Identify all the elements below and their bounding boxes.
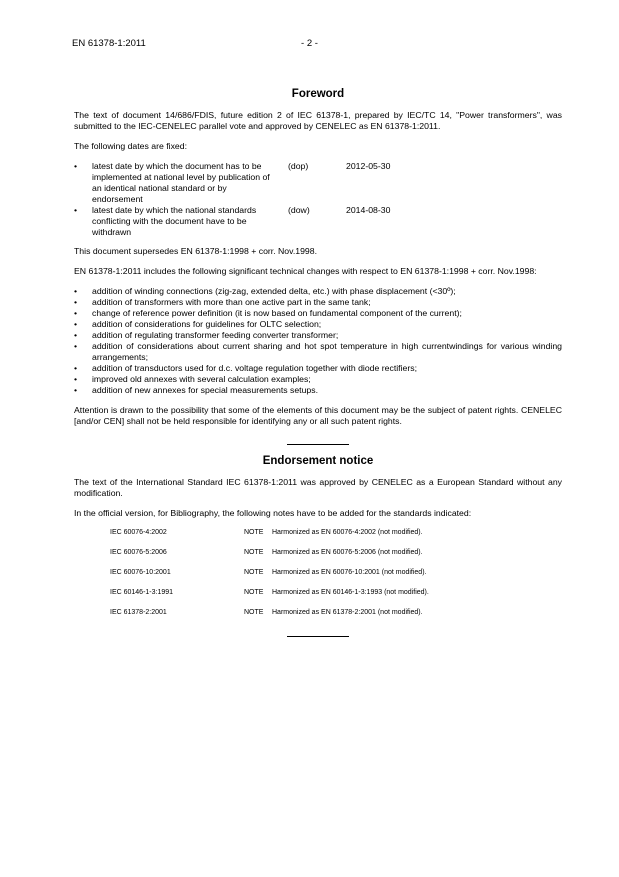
bullet: • (74, 286, 78, 296)
date-description: latest date by which the document has to be implemented at national level by publication of an identical national standard or by endorsement (92, 161, 270, 204)
endorsement-paragraph-2: In the official version, for Bibliography, the following notes have to be added for the standards indicated: (74, 508, 472, 518)
note-keyword: NOTE (244, 549, 264, 556)
section-divider (287, 444, 349, 445)
change-text: addition of transductors used for d.c. voltage regulation together with diode rectifiers; (92, 363, 418, 373)
header-doc-id: EN 61378-1:2011 (72, 38, 146, 49)
date-value: 2012-05-30 (346, 161, 391, 171)
note-row (110, 548, 562, 557)
bullet: • (74, 319, 78, 329)
bullet: • (74, 161, 78, 171)
note-standard: IEC 60146-1-3:1991 (110, 589, 174, 596)
date-value: 2014-08-30 (346, 205, 391, 215)
list-item (74, 308, 562, 319)
change-text: change of reference power definition (it is now based on fundamental component of the current); (92, 308, 462, 318)
list-item (74, 319, 562, 330)
bullet: • (74, 363, 78, 373)
list-item (74, 297, 562, 308)
note-standard: IEC 61378-2:2001 (110, 609, 167, 616)
bullet: • (74, 205, 78, 215)
foreword-paragraph-4: EN 61378-1:2011 includes the following significant technical changes with respect to EN 61378-1:1998 + corr. Nov.1998: (74, 266, 537, 276)
note-text: Harmonized as EN 60076-10:2001 (not modified). (272, 569, 427, 576)
list-item (74, 363, 562, 374)
note-row (110, 588, 562, 597)
note-keyword: NOTE (244, 569, 264, 576)
foreword-paragraph-3: This document supersedes EN 61378-1:1998 + corr. Nov.1998. (74, 246, 317, 256)
list-item (74, 374, 562, 385)
date-description: latest date by which the national standards conflicting with the document have to be withdrawn (92, 205, 257, 237)
change-text: addition of new annexes for special measurements setups. (92, 385, 319, 395)
note-text: Harmonized as EN 60076-5:2006 (not modified). (272, 549, 423, 556)
change-text: addition of regulating transformer feeding converter transformer; (92, 330, 339, 340)
note-text: Harmonized as EN 60146-1-3:1993 (not modified). (272, 589, 429, 596)
list-item (74, 286, 562, 297)
date-code: (dow) (288, 205, 310, 215)
note-row (110, 608, 562, 617)
change-text: addition of transformers with more than one active part in the same tank; (92, 297, 371, 307)
foreword-title: Foreword (291, 88, 345, 100)
note-keyword: NOTE (244, 609, 264, 616)
change-text: improved old annexes with several calculation examples; (92, 374, 311, 384)
list-item (74, 330, 562, 341)
note-standard: IEC 60076-4:2002 (110, 529, 167, 536)
bullet: • (74, 308, 78, 318)
note-keyword: NOTE (244, 589, 264, 596)
change-text: addition of winding connections (zig-zag, extended delta, etc.) with phase displacement (<30º); (92, 286, 456, 296)
date-code: (dop) (288, 161, 309, 171)
date-item (74, 161, 562, 205)
change-text: addition of considerations about current sharing and hot spot temperature in high currentwindings for various winding arrangements; (92, 341, 562, 362)
note-text: Harmonized as EN 61378-2:2001 (not modified). (272, 609, 423, 616)
note-row (110, 568, 562, 577)
foreword-paragraph-1: The text of document 14/686/FDIS, future edition 2 of IEC 61378-1, prepared by IEC/TC 14, "Power transformers", was submitted to the IEC-CENELEC parallel vote and approved by CENELEC as EN 61378-1:2011. (74, 110, 562, 131)
dates-list (74, 161, 562, 238)
bullet: • (74, 330, 78, 340)
endorsement-title: Endorsement notice (262, 455, 374, 467)
patent-notice: Attention is drawn to the possibility that some of the elements of this document may be the subject of patent rights. CENELEC [and/or CEN] shall not be held responsible for identifying any or all such patent rights. (74, 405, 562, 426)
notes-table (110, 528, 562, 617)
foreword-paragraph-2: The following dates are fixed: (74, 141, 188, 151)
list-item (74, 385, 562, 396)
bullet: • (74, 385, 78, 395)
bullet: • (74, 341, 78, 351)
endorsement-paragraph-1: The text of the International Standard IEC 61378-1:2011 was approved by CENELEC as a European Standard without any modification. (74, 477, 562, 498)
page-content (74, 88, 562, 637)
note-row (110, 528, 562, 537)
section-divider (287, 636, 349, 637)
change-text: addition of considerations for guidelines for OLTC selection; (92, 319, 322, 329)
note-keyword: NOTE (244, 529, 264, 536)
note-text: Harmonized as EN 60076-4:2002 (not modified). (272, 529, 423, 536)
list-item (74, 341, 562, 363)
header-page-number: - 2 - (301, 38, 318, 49)
date-item (74, 205, 562, 238)
bullet: • (74, 297, 78, 307)
bullet: • (74, 374, 78, 384)
changes-list (74, 286, 562, 396)
note-standard: IEC 60076-5:2006 (110, 549, 167, 556)
note-standard: IEC 60076-10:2001 (110, 569, 171, 576)
